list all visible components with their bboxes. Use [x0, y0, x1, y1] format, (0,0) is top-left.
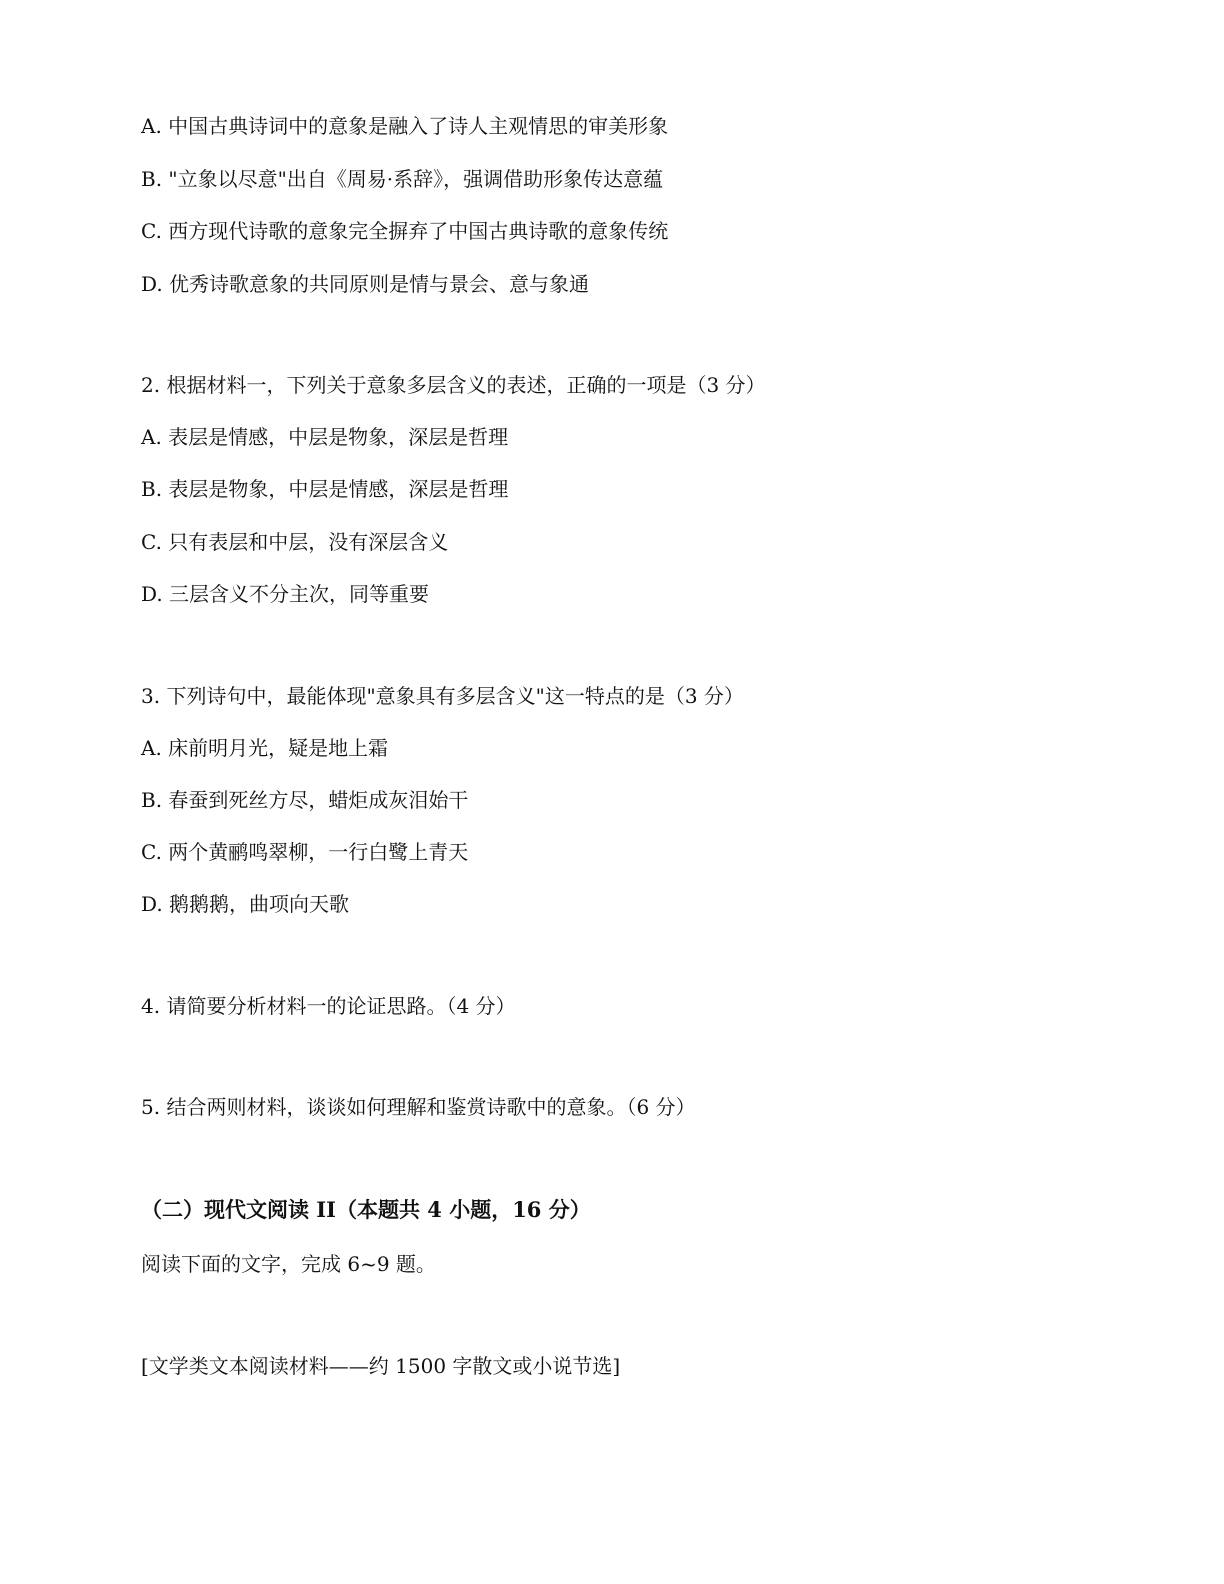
- q2-option-b: B. 表层是物象，中层是情感，深层是哲理: [141, 477, 509, 501]
- q3-option-b: B. 春蚕到死丝方尽，蜡炬成灰泪始干: [141, 788, 469, 812]
- q2-option-d: D. 三层含义不分主次，同等重要: [141, 582, 430, 606]
- q2-stem: 2. 根据材料一，下列关于意象多层含义的表述，正确的一项是（3 分）: [141, 373, 766, 397]
- q3-stem: 3. 下列诗句中，最能体现"意象具有多层含义"这一特点的是（3 分）: [141, 684, 744, 708]
- q4-stem: 4. 请简要分析材料一的论证思路。（4 分）: [141, 994, 516, 1018]
- section-heading: （二）现代文阅读 II（本题共 4 小题，16 分）: [141, 1197, 591, 1222]
- q1-option-c: C. 西方现代诗歌的意象完全摒弃了中国古典诗歌的意象传统: [141, 219, 669, 243]
- q1-option-a: A. 中国古典诗词中的意象是融入了诗人主观情思的审美形象: [141, 114, 669, 138]
- q2-option-a: A. 表层是情感，中层是物象，深层是哲理: [141, 425, 509, 449]
- section-instruction: 阅读下面的文字，完成 6~9 题。: [141, 1252, 436, 1276]
- q3-option-d: D. 鹅鹅鹅，曲项向天歌: [141, 892, 350, 916]
- q3-option-a: A. 床前明月光，疑是地上霜: [141, 736, 389, 760]
- q1-option-b: B. "立象以尽意"出自《周易·系辞》，强调借助形象传达意蕴: [141, 167, 664, 191]
- q3-option-c: C. 两个黄鹂鸣翠柳，一行白鹭上青天: [141, 840, 469, 864]
- q5-stem: 5. 结合两则材料，谈谈如何理解和鉴赏诗歌中的意象。（6 分）: [141, 1095, 696, 1119]
- q1-option-d: D. 优秀诗歌意象的共同原则是情与景会、意与象通: [141, 272, 590, 296]
- q2-option-c: C. 只有表层和中层，没有深层含义: [141, 530, 449, 554]
- reading-material-placeholder: [文学类文本阅读材料——约 1500 字散文或小说节选]: [141, 1354, 621, 1378]
